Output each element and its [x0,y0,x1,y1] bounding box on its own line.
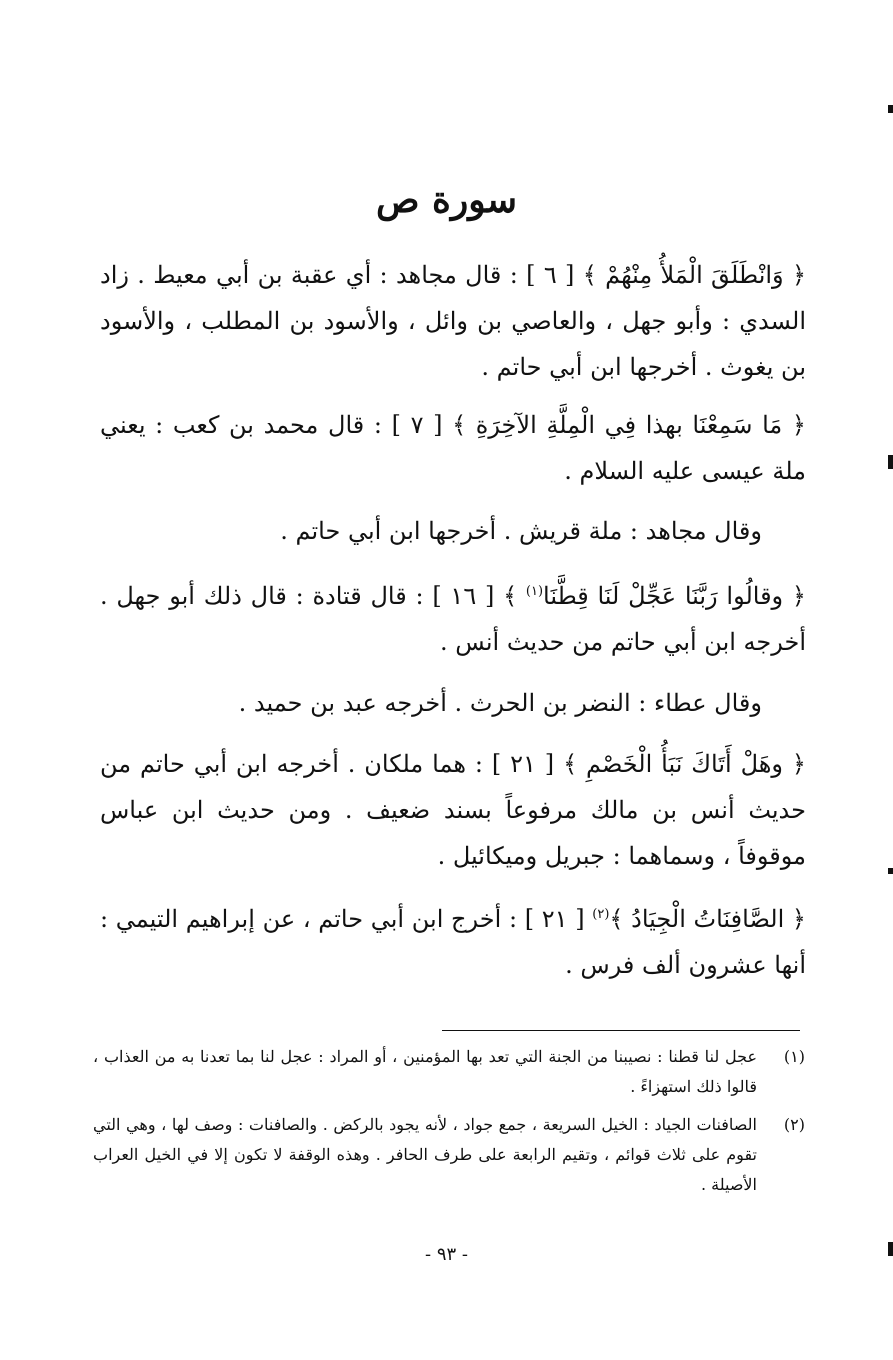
quran-verse: ﴿ مَا سَمِعْنَا بهذا فِي الْمِلَّةِ الآخِرَةِ ﴾ [452,411,806,439]
paragraph-5 [100,680,806,726]
commentary-text: وقال مجاهد : ملة قريش . أخرجها ابن أبي حاتم . [280,517,762,545]
quran-verse [503,582,806,610]
commentary-text: : قال محمد بن كعب : يعني ملة عيسى عليه السلام . [100,411,806,485]
quran-verse-text: ﴿ وقالُوا رَبَّنَا عَجِّلْ لَنَا قِطَّنَا [543,582,806,610]
footnote-number: (١) [783,1047,805,1066]
footnote-text: الصافنات الجياد : الخيل السريعة ، جمع جواد ، لأنه يجود بالركض . والصافنات : وصف لها ، وهي التي تقوم على ثلاث قوائم ، وتقيم الرابعة على طرف الحافر . وهذه الوقفة لا تكون إلا في الخيل العراب الأصيلة . [93,1115,757,1194]
paragraph-2 [100,402,806,494]
paragraph-4 [100,573,806,665]
chapter-title: سورة ص [375,179,518,221]
footnote-marker[interactable]: (٢) [592,907,610,922]
commentary-text: : قال قتادة : قال ذلك أبو جهل . أخرجه ابن أبي حاتم من حديث أنس . [100,582,806,656]
footnote-1 [93,1042,805,1102]
footnote-2 [93,1110,805,1200]
paragraph-7 [100,896,806,988]
page-edge-mark [888,455,893,469]
page-edge-mark [888,1242,893,1256]
quran-verse: ﴿ وَانْطَلَقَ الْمَلأُ مِنْهُمْ ﴾ [582,261,807,289]
page-edge-mark [888,105,893,113]
page-number: - ٩٣ - [425,1244,468,1265]
verse-reference: [ ٦ ] [526,261,575,289]
quran-verse [592,905,806,933]
quran-bracket-close: ﴾ [503,582,518,610]
quran-verse-text: ﴿ الصَّافِنَاتُ الْجِيَادُ ﴾ [609,905,806,933]
footnote-divider [442,1030,800,1031]
paragraph-6 [100,741,806,879]
commentary-text: وقال عطاء : النضر بن الحرث . أخرجه عبد بن حميد . [238,689,762,717]
verse-reference: [ ٧ ] [391,411,443,439]
paragraph-1 [100,252,806,390]
verse-reference: [ ٢١ ] [491,750,555,778]
commentary-text: : أخرج ابن أبي حاتم ، عن إبراهيم التيمي : أنها عشرون ألف فرس . [100,905,806,979]
quran-verse: ﴿ وهَلْ أَتَاكَ نَبَأُ الْخَصْمِ ﴾ [563,750,806,778]
verse-reference: [ ١٦ ] [432,582,495,610]
footnote-number: (٢) [783,1115,805,1134]
commentary-text: : هما ملكان . أخرجه ابن أبي حاتم من حديث أنس بن مالك مرفوعاً بسند ضعيف . ومن حديث ابن عباس موقوفاً ، وسماهما : جبريل وميكائيل . [100,750,806,870]
verse-reference: [ ٢١ ] [524,905,585,933]
paragraph-3 [100,508,806,554]
footnote-text: عجل لنا قطنا : نصيبنا من الجنة التي تعد بها المؤمنين ، أو المراد : عجل لنا بما تعدنا به من العذاب ، قالوا ذلك استهزاءً . [93,1047,757,1096]
commentary-text: : قال مجاهد : أي عقبة بن أبي معيط . زاد السدي : وأبو جهل ، والعاصي بن وائل ، والأسود بن المطلب ، والأسود بن يغوث . أخرجها ابن أبي حاتم . [100,261,807,381]
footnote-marker[interactable]: (١) [525,584,544,599]
page-edge-mark [888,868,893,874]
